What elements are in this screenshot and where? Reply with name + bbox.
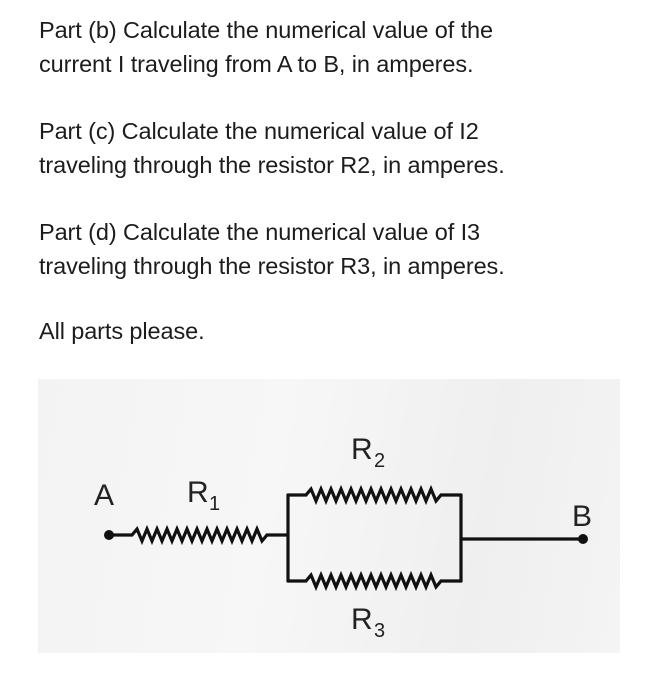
question-part-d-line1: Part (d) Calculate the numerical value of I3 [39,219,481,245]
question-part-b-line1: Part (b) Calculate the numerical value of the [39,17,493,43]
r3-label-letter: R [351,603,373,636]
question-part-b-line2: current I traveling from A to B, in amperes. [39,51,474,77]
node-b-label: B [572,500,593,533]
resistor-r2-zigzag [288,489,461,501]
circuit-svg [38,379,620,653]
question-part-d-line2: traveling through the resistor R3, in amperes. [39,253,505,279]
r2-label-letter: R [351,433,373,466]
closing-note [39,314,639,348]
question-part-c [39,114,639,182]
r2-label [351,433,385,472]
r2-label-subscript: 2 [374,450,386,472]
r1-label [187,476,220,515]
resistor-r1-zigzag [109,529,288,541]
r3-label [351,603,385,642]
r3-label-subscript: 3 [374,620,386,642]
closing-note-text: All parts please. [39,318,205,344]
question-part-c-line2: traveling through the resistor R2, in amperes. [39,152,505,178]
circuit-diagram [38,379,620,653]
resistor-r3-zigzag [288,575,461,587]
terminal-a-dot [104,530,114,540]
r1-label-letter: R [187,476,209,509]
r1-label-subscript: 1 [209,493,221,515]
question-part-c-line1: Part (c) Calculate the numerical value of I2 [39,118,479,144]
question-part-b [39,13,639,81]
node-a-label: A [94,479,115,512]
question-part-d [39,215,639,283]
terminal-b-dot [578,534,588,544]
